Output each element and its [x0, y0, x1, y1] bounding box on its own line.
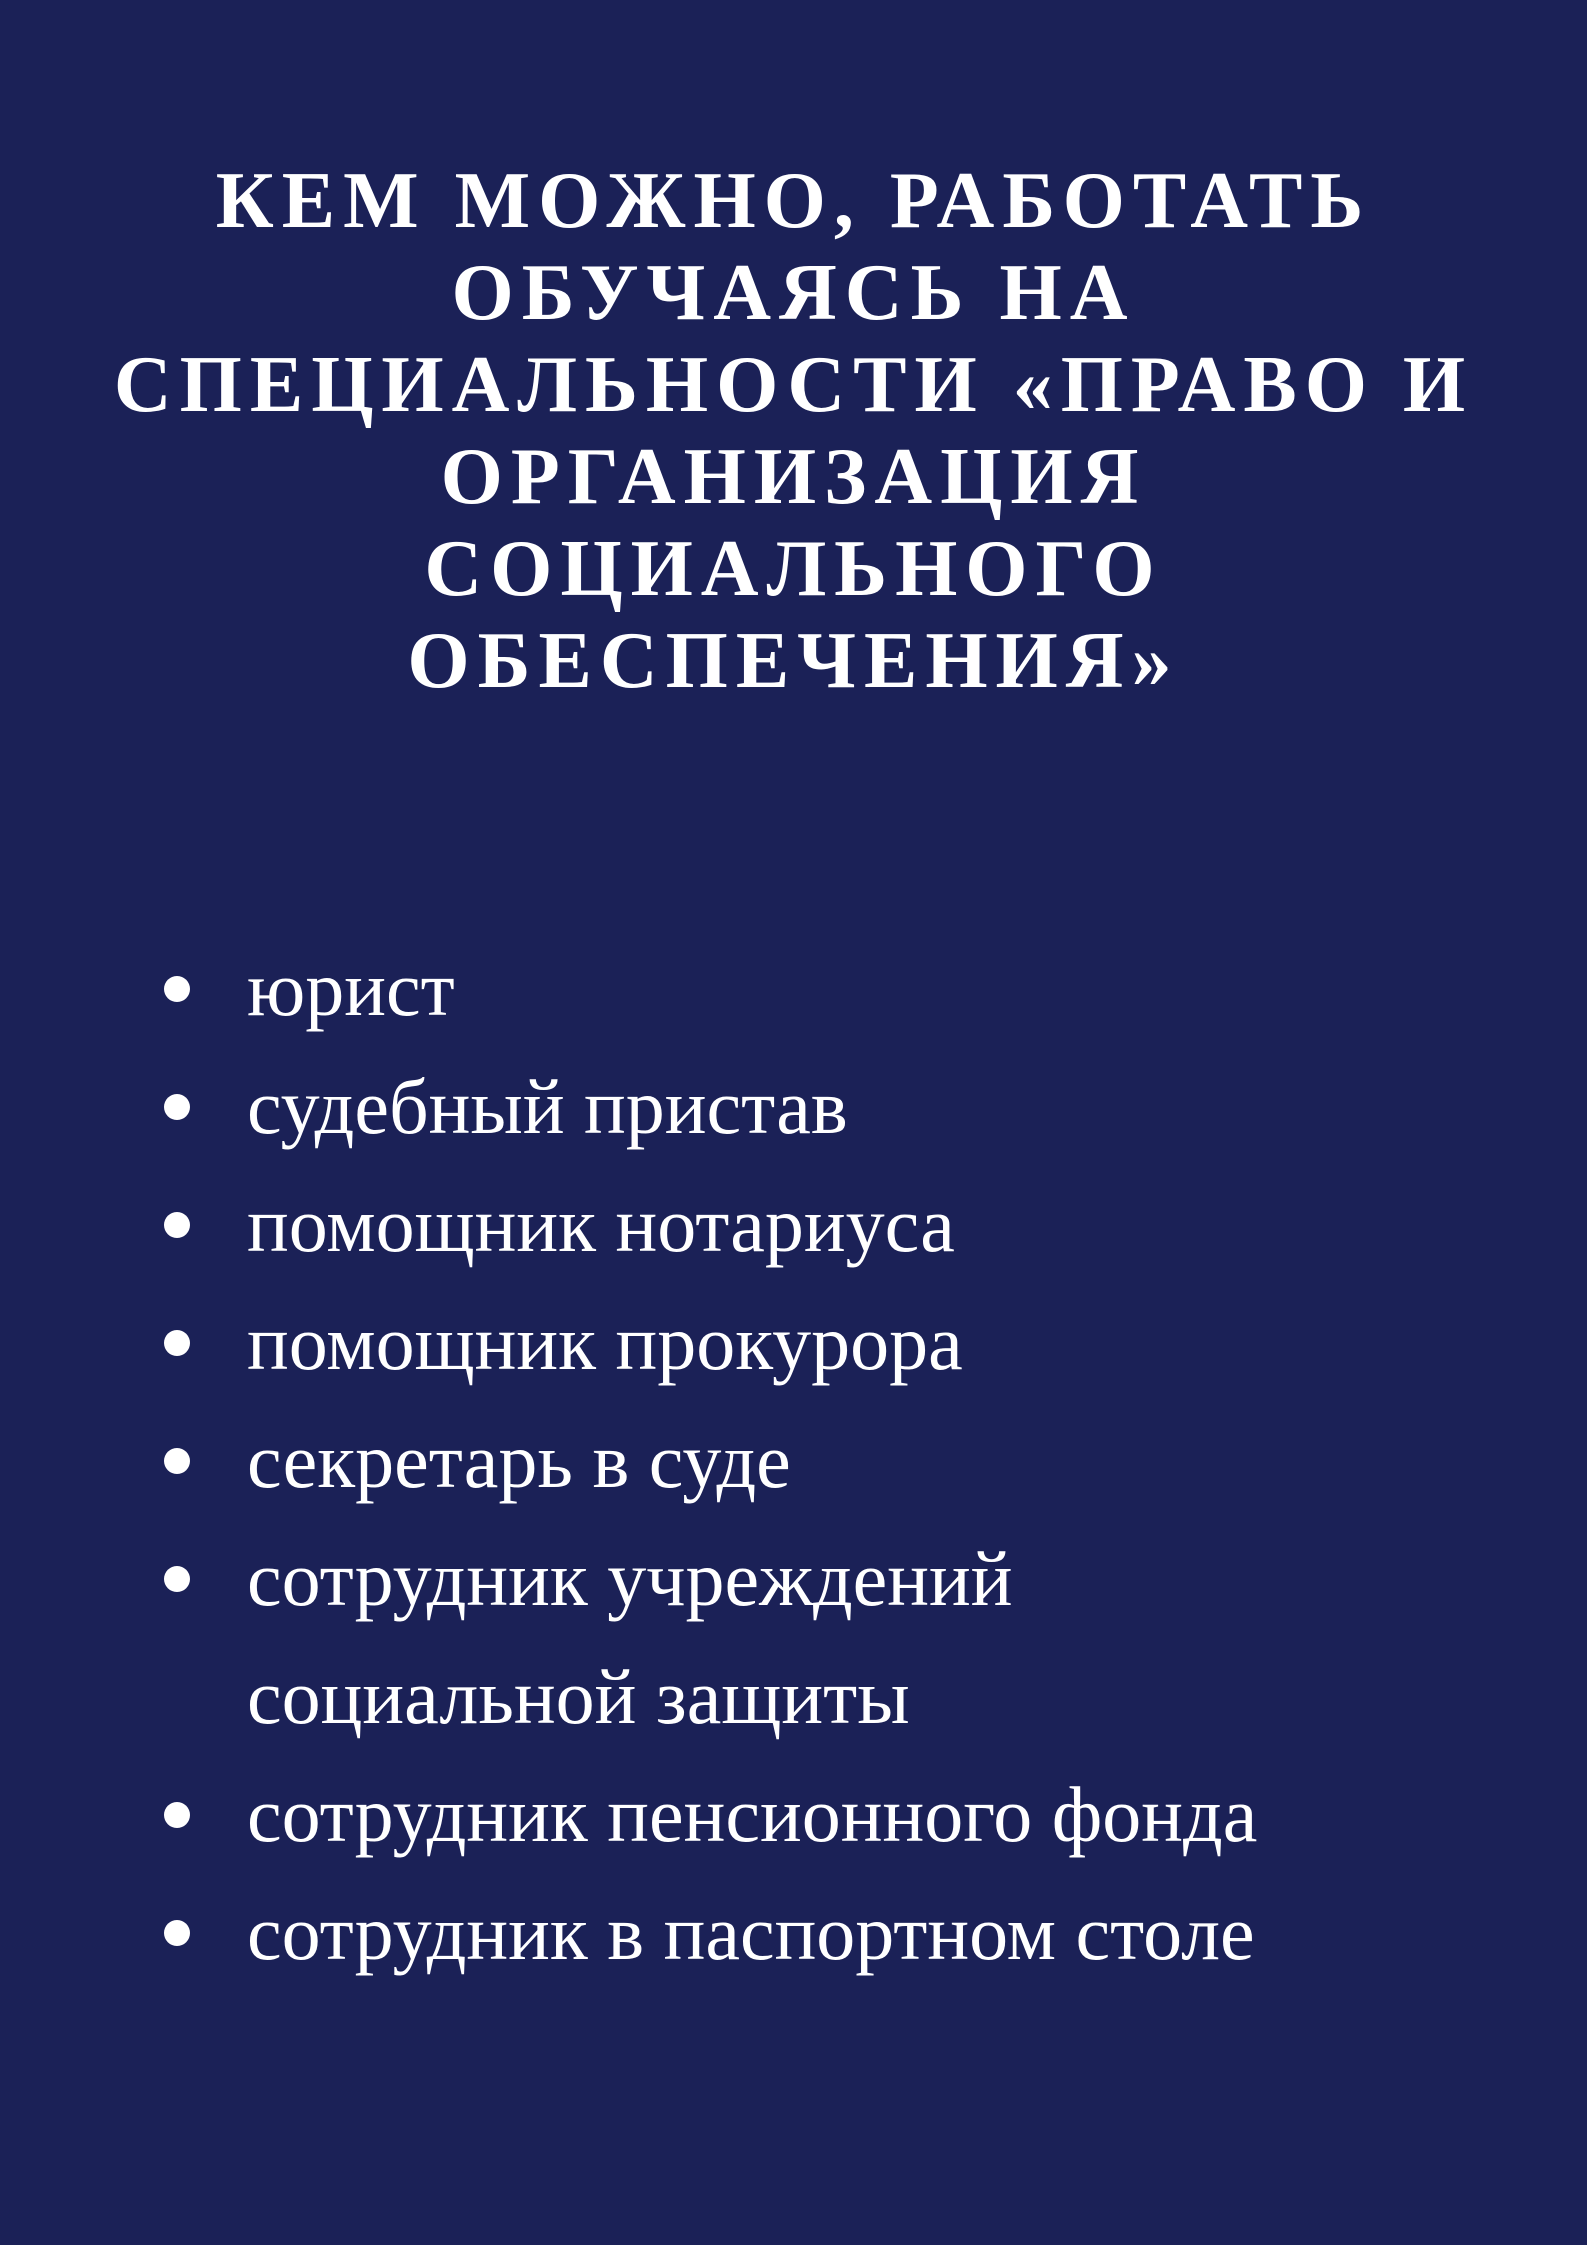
title-line: ОРГАНИЗАЦИЯ — [440, 433, 1147, 521]
profession-list — [150, 930, 1450, 1992]
list-item — [150, 1874, 1450, 1992]
bullet-icon — [164, 1566, 190, 1592]
bullet-icon — [164, 1448, 190, 1474]
list-item — [150, 1166, 1450, 1284]
title-line: СОЦИАЛЬНОГО — [424, 525, 1163, 613]
bullet-icon — [164, 1802, 190, 1828]
bullet-icon — [164, 1330, 190, 1356]
bullet-icon — [164, 976, 190, 1002]
bullet-icon — [164, 1212, 190, 1238]
list-item — [150, 1284, 1450, 1402]
title-line: ОБУЧАЯСЬ НА — [451, 249, 1136, 337]
list-item — [150, 1520, 1450, 1756]
title-line: ОБЕСПЕЧЕНИЯ» — [407, 617, 1180, 705]
list-item-text-continued: социальной защиты — [247, 1653, 910, 1740]
list-item-text: сотрудник учреждений — [247, 1535, 1013, 1622]
list-item — [150, 930, 1450, 1048]
bullet-icon — [164, 1920, 190, 1946]
list-item-text: секретарь в суде — [247, 1417, 791, 1504]
title-line: СПЕЦИАЛЬНОСТИ «ПРАВО И — [113, 341, 1474, 429]
list-item-text: сотрудник в паспортном столе — [247, 1889, 1255, 1976]
list-item — [150, 1402, 1450, 1520]
title-line: КЕМ МОЖНО, РАБОТАТЬ — [215, 157, 1372, 245]
list-item-text: сотрудник пенсионного фонда — [247, 1771, 1258, 1858]
list-item-text: юрист — [247, 945, 455, 1032]
list-item — [150, 1048, 1450, 1166]
bullet-icon — [164, 1094, 190, 1120]
list-item-text: помощник прокурора — [247, 1299, 963, 1386]
list-item-text: судебный пристав — [247, 1063, 848, 1150]
list-item — [150, 1756, 1450, 1874]
page-title — [100, 155, 1487, 707]
list-item-text: помощник нотариуса — [247, 1181, 955, 1268]
